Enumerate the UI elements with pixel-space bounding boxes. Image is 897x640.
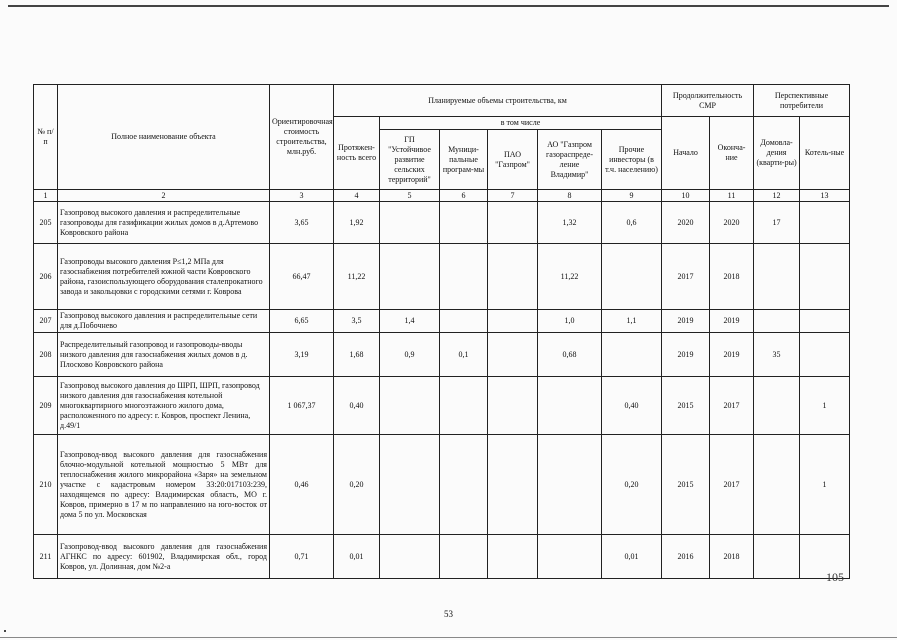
boilers-value — [800, 202, 850, 244]
object-name: Газопровод-ввод высокого давления для газоснабжения блочно-модульной котельной мощностью 5 МВт для теплоснабжения жилого микрорайона «Заря» на земельном участке с кадастровым номером 33:20:017103:239, находящемся по адресу: Владимирская область, МО г. Ковров, примерно в 17 м по направлению на юго-восток от дома 5 по ул. Московская — [58, 435, 270, 535]
col-index: 4 — [334, 190, 380, 202]
object-name: Газопровод высокого давления до ШРП, ШРП, газопровод низкого давления для газоснабжения котельной многоквартирного многоэтажного жилого дома, расположенного по адресу: г. Ковров, проспект Ленина, д.49/1 — [58, 377, 270, 435]
other-investors-value: 0,20 — [602, 435, 662, 535]
row-number: 207 — [34, 310, 58, 333]
header-planned: Планируемые объемы строительства, км — [334, 85, 662, 117]
col-index: 10 — [662, 190, 710, 202]
pao-value — [488, 310, 538, 333]
ao-value: 1,0 — [538, 310, 602, 333]
header-prospective: Перспективные потребители — [754, 85, 850, 117]
households-value: 17 — [754, 202, 800, 244]
cost-value: 6,65 — [270, 310, 334, 333]
table-row — [34, 535, 850, 579]
municipal-value: 0,1 — [440, 333, 488, 377]
table-row — [34, 202, 850, 244]
col-index: 1 — [34, 190, 58, 202]
col-index: 5 — [380, 190, 440, 202]
gp-value — [380, 202, 440, 244]
header-gp: ГП "Устойчивое развитие сельских территорий" — [380, 130, 440, 190]
object-name: Распределительный газопровод и газопроводы-вводы низкого давления для газоснабжения жилых домов в д. Плосково Ковровского района — [58, 333, 270, 377]
pao-value — [488, 202, 538, 244]
end-year: 2019 — [710, 310, 754, 333]
col-index: 11 — [710, 190, 754, 202]
column-index-row — [34, 190, 850, 202]
ao-value: 11,22 — [538, 244, 602, 310]
row-number: 209 — [34, 377, 58, 435]
pao-value — [488, 535, 538, 579]
households-value: 35 — [754, 333, 800, 377]
cost-value: 3,19 — [270, 333, 334, 377]
municipal-value — [440, 435, 488, 535]
end-year: 2020 — [710, 202, 754, 244]
length-total: 1,92 — [334, 202, 380, 244]
col-index: 6 — [440, 190, 488, 202]
ao-value — [538, 377, 602, 435]
start-year: 2017 — [662, 244, 710, 310]
col-index: 12 — [754, 190, 800, 202]
other-investors-value: 0,01 — [602, 535, 662, 579]
households-value — [754, 377, 800, 435]
other-investors-value — [602, 333, 662, 377]
bottom-rule — [0, 637, 897, 638]
scan-mark — [4, 630, 6, 632]
start-year: 2015 — [662, 377, 710, 435]
boilers-value — [800, 310, 850, 333]
header-no: № п/п — [34, 85, 58, 190]
row-number: 205 — [34, 202, 58, 244]
municipal-value — [440, 377, 488, 435]
row-number: 206 — [34, 244, 58, 310]
header-including: в том числе — [380, 117, 662, 130]
gp-value — [380, 377, 440, 435]
other-investors-value: 0,6 — [602, 202, 662, 244]
ao-value: 0,68 — [538, 333, 602, 377]
start-year: 2016 — [662, 535, 710, 579]
pao-value — [488, 244, 538, 310]
end-year: 2017 — [710, 435, 754, 535]
end-year: 2017 — [710, 377, 754, 435]
households-value — [754, 435, 800, 535]
header-duration: Продолжительность СМР — [662, 85, 754, 117]
ao-value: 1,32 — [538, 202, 602, 244]
length-total: 11,22 — [334, 244, 380, 310]
col-index: 2 — [58, 190, 270, 202]
boilers-value: 1 — [800, 377, 850, 435]
object-name: Газопровод-ввод высокого давления для газоснабжения АГНКС по адресу: 601902, Владимирская обл., город Ковров, ул. Долинная, дом №2-а — [58, 535, 270, 579]
households-value — [754, 244, 800, 310]
col-index: 7 — [488, 190, 538, 202]
households-value — [754, 310, 800, 333]
col-index: 13 — [800, 190, 850, 202]
start-year: 2019 — [662, 333, 710, 377]
cost-value: 3,65 — [270, 202, 334, 244]
ao-value — [538, 535, 602, 579]
cost-value: 1 067,37 — [270, 377, 334, 435]
header-ao: АО "Газпром газораспреде-ление Владимир" — [538, 130, 602, 190]
object-name: Газопроводы высокого давления Р≤1,2 МПа для газоснабжения потребителей южной части Ковровского района, газоиспользующего оборудования сталепрокатного завода и закольцовки с городскими сетями г. Коврова — [58, 244, 270, 310]
pao-value — [488, 333, 538, 377]
top-rule — [8, 5, 889, 7]
row-number: 211 — [34, 535, 58, 579]
municipal-value — [440, 202, 488, 244]
length-total: 0,40 — [334, 377, 380, 435]
row-number: 210 — [34, 435, 58, 535]
start-year: 2019 — [662, 310, 710, 333]
construction-table — [33, 84, 850, 579]
header-cost: Ориентировочная стоимость строительства, млн.руб. — [270, 85, 334, 190]
ao-value — [538, 435, 602, 535]
object-name: Газопровод высокого давления и распределительные сети для д.Побочнево — [58, 310, 270, 333]
header-name: Полное наименование объекта — [58, 85, 270, 190]
start-year: 2015 — [662, 435, 710, 535]
boilers-value — [800, 333, 850, 377]
page-number: 53 — [444, 609, 453, 619]
municipal-value — [440, 535, 488, 579]
col-index: 8 — [538, 190, 602, 202]
table-row — [34, 435, 850, 535]
gp-value: 1,4 — [380, 310, 440, 333]
pao-value — [488, 435, 538, 535]
gp-value: 0,9 — [380, 333, 440, 377]
stamp-number: 105 — [826, 570, 844, 584]
boilers-value: 1 — [800, 435, 850, 535]
table-row — [34, 377, 850, 435]
gp-value — [380, 535, 440, 579]
length-total: 0,01 — [334, 535, 380, 579]
table-row — [34, 244, 850, 310]
gp-value — [380, 244, 440, 310]
end-year: 2018 — [710, 535, 754, 579]
cost-value: 0,46 — [270, 435, 334, 535]
length-total: 3,5 — [334, 310, 380, 333]
header-pao: ПАО "Газпром" — [488, 130, 538, 190]
cost-value: 0,71 — [270, 535, 334, 579]
other-investors-value — [602, 244, 662, 310]
header-end: Оконча-ние — [710, 117, 754, 190]
end-year: 2019 — [710, 333, 754, 377]
col-index: 9 — [602, 190, 662, 202]
header-other: Прочие инвесторы (в т.ч. населению) — [602, 130, 662, 190]
row-number: 208 — [34, 333, 58, 377]
header-start: Начало — [662, 117, 710, 190]
table-row — [34, 310, 850, 333]
header-houses: Домовла-дения (кварти-ры) — [754, 117, 800, 190]
header-length: Протяжен-ность всего — [334, 117, 380, 190]
col-index: 3 — [270, 190, 334, 202]
start-year: 2020 — [662, 202, 710, 244]
table-row — [34, 333, 850, 377]
pao-value — [488, 377, 538, 435]
length-total: 1,68 — [334, 333, 380, 377]
boilers-value — [800, 244, 850, 310]
length-total: 0,20 — [334, 435, 380, 535]
municipal-value — [440, 244, 488, 310]
municipal-value — [440, 310, 488, 333]
header-mun: Муници-пальные програм-мы — [440, 130, 488, 190]
households-value — [754, 535, 800, 579]
gp-value — [380, 435, 440, 535]
cost-value: 66,47 — [270, 244, 334, 310]
header-boilers: Котель-ные — [800, 117, 850, 190]
other-investors-value: 1,1 — [602, 310, 662, 333]
object-name: Газопровод высокого давления и распределительные газопроводы для газификации жилых домов в д.Артемово Ковровского района — [58, 202, 270, 244]
end-year: 2018 — [710, 244, 754, 310]
other-investors-value: 0,40 — [602, 377, 662, 435]
